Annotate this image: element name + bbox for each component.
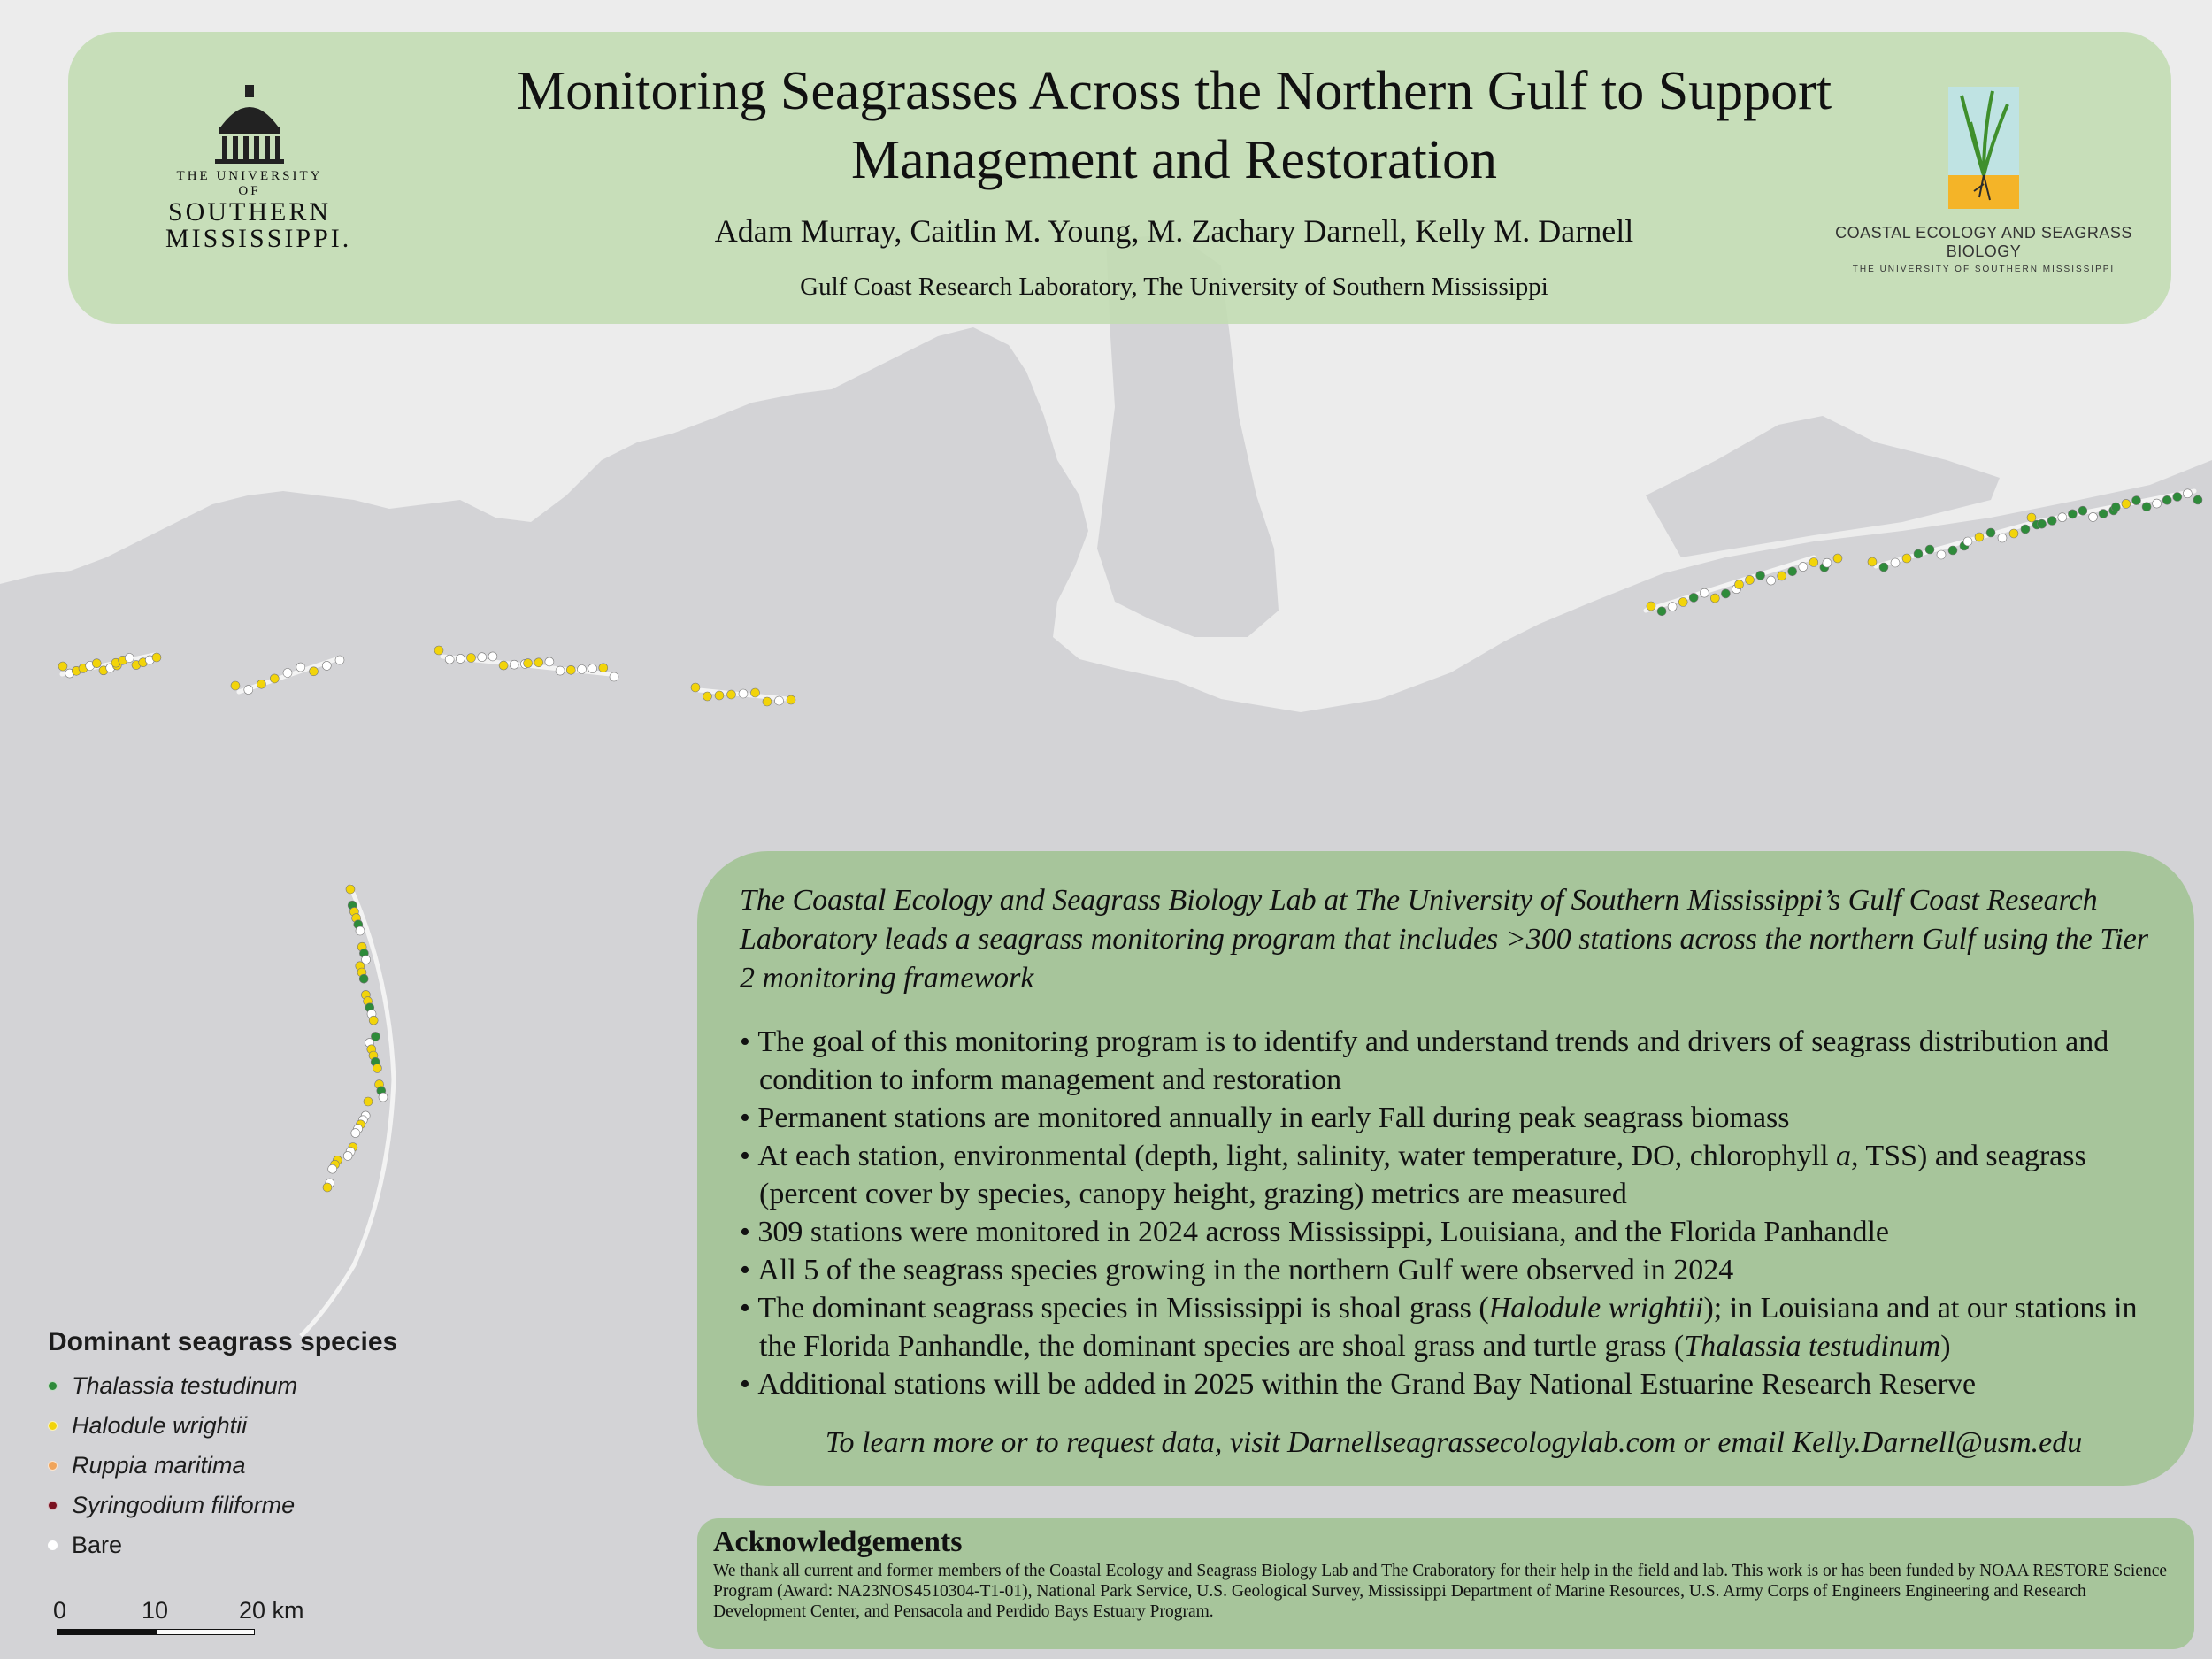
legend-title: Dominant seagrass species [48,1327,398,1356]
scale-tick-0: 0 [53,1597,67,1624]
station-dot [1799,563,1808,572]
station-dot [125,654,134,663]
legend-item-bare: Bare [48,1525,397,1565]
station-dot [2111,503,2120,511]
station-dot [335,656,344,664]
legend-item-syringodium: Syringodium filiforme [48,1486,397,1525]
station-dot [2089,512,2098,521]
station-dot [2021,525,2030,534]
station-dot [364,1097,373,1106]
station-dot [715,691,724,700]
station-dot [1778,572,1786,580]
station-dot [1657,607,1666,616]
acknowledgements-text: We thank all current and former members of the Coastal Ecology and Seagrass Biology Lab and The Craboratory for their help in the field and lab. This work is or has been funded by NOAA RESTORE Science Program (Award: NA23NOS4510304-T1-01), National Park Service, U.S. Geological Survey, Mississippi Department of Marine Resources, U.S. Army Corps of Engineers Engineering and Research Development Center, and Pensacola and Perdido Bays Estuary Program. [713,1562,2168,1621]
scale-segment-dark [57,1629,156,1635]
station-dot [1710,594,1719,603]
station-dot [1746,575,1755,584]
station-dot [445,655,454,664]
usm-logo-line2: SOUTHERN [167,197,331,227]
station-dot [1735,580,1744,589]
station-dot [1925,545,1934,554]
station-dot [545,657,554,666]
station-dot [691,683,700,692]
station-dot [58,662,67,671]
station-dot [283,669,292,678]
station-dot [2193,495,2202,504]
station-dot [1879,563,1888,572]
station-dot [1914,549,1923,558]
station-dot [578,665,587,674]
scale-tick-10: 10 [142,1597,169,1624]
station-dot [351,1129,360,1138]
station-dot [369,1016,378,1025]
bullet-item: • The dominant seagrass species in Mississippi is shoal grass (Halodule wrightii); in Louisiana and at our stations in the Florida Panhandle, the dominant species are shoal grass and turtle grass (Thalassia testudinum) [740,1289,2168,1365]
title-banner [68,32,2171,324]
station-dot [1668,603,1677,611]
station-dot [566,665,575,674]
station-dot [356,926,365,935]
station-dot [610,672,618,681]
station-dot [1986,528,1995,537]
station-dot [2058,513,2067,522]
station-dot [1767,576,1776,585]
station-dot [2153,499,2162,508]
station-dot [343,1151,352,1160]
station-dot [1902,554,1911,563]
station-dot [244,686,253,695]
dome-icon [165,85,334,165]
station-dot [2038,519,2047,528]
station-dot [1948,546,1957,555]
poster-title [387,57,1962,195]
legend-dot-icon [48,1421,58,1431]
station-dot [2162,495,2171,504]
station-dot [727,690,736,699]
station-dot [2122,499,2131,508]
contact-line: To learn more or to request data, visit Darnellseagrassecologylab.com or email Kelly.Darnell@usm.edu [825,1426,2083,1459]
station-dot [92,659,101,668]
station-dot [1788,567,1797,576]
bullet-item: • The goal of this monitoring program is to identify and understand trends and drivers of seagrass distribution and condition to inform management and restoration [740,1023,2168,1099]
legend-item-halodule: Halodule wrightii [48,1406,397,1446]
usm-logo-line3: MISSISSIPPI. [165,224,352,253]
station-dot [328,1164,337,1173]
lab-logo-subname: THE UNIVERSITY OF SOUTHERN MISSISSIPPI [1852,265,2116,274]
station-dot [2009,529,2018,538]
bullet-item: • All 5 of the seagrass species growing in the northern Gulf were observed in 2024 [740,1251,2168,1289]
station-dot [1689,593,1698,602]
program-intro: The Coastal Ecology and Seagrass Biology Lab at The University of Southern Mississippi’s Gulf Coast Research Laboratory leads a seagrass monitoring program that includes >300 stations across the northern Gulf using the Tier 2 monitoring framework [740,884,2149,995]
station-dot [751,688,760,697]
station-dot [1809,558,1818,567]
title-line1: Monitoring Seagrasses Across the Northern Gulf to Support [516,61,1832,121]
station-dot [467,654,476,663]
station-dot [775,696,784,705]
bullet-item: • Additional stations will be added in 2025 within the Grand Bay National Estuarine Research Reserve [740,1365,2168,1403]
legend-item-thalassia: Thalassia testudinum [48,1366,397,1406]
program-bullets [740,1023,2168,1403]
station-dot [231,681,240,690]
station-dot [1721,589,1730,598]
station-dot [488,652,497,661]
station-dot [456,654,465,663]
station-dot [1678,598,1687,607]
legend-dot-icon [48,1540,58,1550]
station-dot [556,666,565,675]
station-dot [346,885,355,894]
station-dot [499,661,508,670]
station-dot [1833,554,1842,563]
bullet-item: • Permanent stations are monitored annually in early Fall during peak seagrass biomass [740,1099,2168,1137]
bullet-item: • At each station, environmental (depth, light, salinity, water temperature, DO, chlorophyll a, TSS) and seagrass (percent cover by species, canopy height, grazing) metrics are measured [740,1137,2168,1213]
station-dot [2132,496,2141,505]
acknowledgements-title: Acknowledgements [713,1525,963,1558]
bullet-item: • 309 stations were monitored in 2024 across Mississippi, Louisiana, and the Florida Panhandle [740,1213,2168,1251]
station-dot [152,653,161,662]
legend-item-ruppia: Ruppia maritima [48,1446,397,1486]
station-dot [270,674,279,683]
station-dot [1975,533,1984,541]
lab-logo [1807,87,2161,274]
station-dot [379,1093,388,1102]
scale-bar [53,1597,319,1650]
affiliation: Gulf Coast Research Laboratory, The University of Southern Mississippi [800,273,1548,301]
station-dot [2173,493,2182,502]
station-dot [1963,537,1972,546]
station-dot [1700,588,1709,597]
station-dot [359,974,368,983]
station-dot [739,689,748,698]
station-dot [588,664,597,673]
station-dot [434,646,443,655]
station-dot [1937,550,1946,559]
station-dot [2027,513,2036,522]
station-dot [1891,558,1900,567]
station-dot [478,653,487,662]
lab-logo-name: COASTAL ECOLOGY AND SEAGRASS BIOLOGY [1835,224,2132,260]
station-dot [534,658,543,667]
usm-logo-line1: THE UNIVERSITY OF [176,169,323,198]
authors: Adam Murray, Caitlin M. Young, M. Zachary Darnell, Kelly M. Darnell [714,213,1634,249]
title-line2: Management and Restoration [850,130,1497,190]
scale-tick-20: 20 km [239,1597,304,1624]
legend-dot-icon [48,1501,58,1510]
station-dot [2068,510,2077,518]
scale-segment-light [156,1629,255,1635]
station-dot [1647,602,1655,611]
station-dot [310,667,319,676]
legend-dot-icon [48,1461,58,1471]
station-dot [1998,534,2007,542]
station-dot [2047,517,2056,526]
station-dot [510,660,518,669]
station-dot [763,697,772,706]
station-dot [1868,557,1877,566]
station-dot [323,1183,332,1192]
station-dot [703,692,712,701]
acknowledgements-panel [697,1518,2194,1649]
usm-logo [165,85,352,253]
station-dot [2078,506,2087,515]
station-dot [599,664,608,672]
station-dot [524,659,533,668]
station-dot [787,695,795,704]
map-legend [48,1327,397,1565]
station-dot [2183,489,2192,498]
legend-dot-icon [48,1381,58,1391]
station-dot [2142,503,2151,511]
seagrass-icon [1944,87,2024,211]
station-dot [1756,571,1765,580]
station-dot [296,663,305,672]
station-dot [1823,558,1832,567]
program-info-panel [697,851,2194,1486]
station-dot [257,680,266,688]
station-dot [373,1064,381,1072]
station-dot [322,661,331,670]
station-dot [2099,510,2108,518]
